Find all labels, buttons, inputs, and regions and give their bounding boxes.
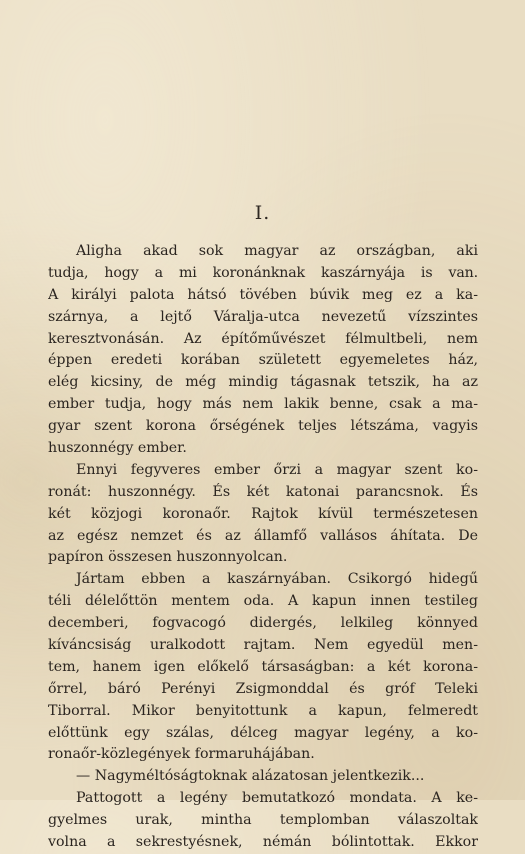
text-line: gyelmes urak, mintha templomban válaszoltak — [48, 812, 478, 829]
text-line: ronát: huszonnégy. És két katonai parancsnok. És — [48, 483, 478, 500]
text-line: huszonnégy ember. — [48, 440, 187, 457]
text-line: decemberi, fogvacogó didergés, lelkileg könnyed — [48, 615, 478, 632]
text-line: kíváncsiság uralkodott rajtam. Nem egyedül men- — [48, 637, 478, 654]
text-line: tudja, hogy a mi koronánknak kaszárnyája is van. — [48, 264, 478, 281]
text-line: őrrel, báró Perényi Zsigmonddal és gróf Teleki — [48, 680, 478, 697]
text-line: Jártam ebben a kaszárnyában. Csikorgó hidegű — [76, 571, 478, 588]
text-line: gyar szent korona őrségének teljes létszáma, vagyis — [48, 418, 478, 435]
text-line: szárnya, a lejtő Váralja-utca nevezetű vízszintes — [48, 308, 478, 325]
text-line: éppen eredeti korában született egyemeletes ház, — [48, 352, 478, 369]
body-text — [48, 241, 478, 854]
text-line: papíron összesen huszonnyolcan. — [48, 549, 288, 566]
text-line: Ennyi fegyveres ember őrzi a magyar szent ko- — [76, 461, 478, 478]
text-line: téli délelőttön mentem oda. A kapun innen testileg — [48, 593, 478, 610]
text-line: elég kicsiny, de még mindig tágasnak tetszik, ha az — [48, 374, 478, 391]
text-line: előttünk egy szálas, délceg magyar legény, a ko- — [48, 724, 478, 741]
text-line: két közjogi koronaőr. Rajtok kívül természetesen — [48, 505, 478, 522]
chapter-heading: I. — [254, 202, 271, 224]
text-line: az egész nemzet és az államfő vallásos áhítata. De — [48, 527, 478, 544]
text-line: ronaőr-közlegények formaruhájában. — [48, 746, 315, 763]
text-line: — Nagyméltóságtoknak alázatosan jelentkezik... — [76, 768, 425, 785]
text-line: ember tudja, hogy más nem lakik benne, csak a ma- — [48, 396, 478, 413]
text-line: volna a sekrestyésnek, némán bólintottak. Ekkor — [48, 834, 478, 851]
text-line: tem, hanem igen előkelő társaságban: a két korona- — [48, 658, 478, 675]
text-line: Tiborral. Mikor benyitottunk a kapun, felmeredt — [48, 702, 478, 719]
text-line: Pattogott a legény bemutatkozó mondata. A ke- — [76, 790, 478, 807]
text-line: keresztvonásán. Az építőművészet félmultbeli, nem — [48, 330, 478, 347]
text-line: Aligha akad sok magyar az országban, aki — [76, 243, 478, 259]
text-line: A királyi palota hátsó tövében búvik meg ez a ka- — [48, 286, 478, 303]
